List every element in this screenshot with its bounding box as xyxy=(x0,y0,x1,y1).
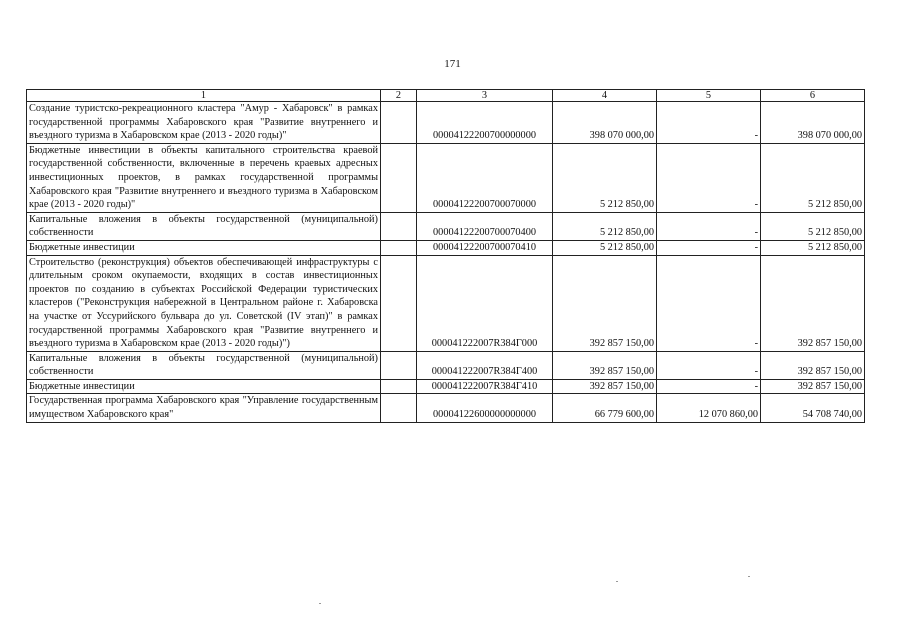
table-row xyxy=(27,143,865,212)
row-col4: 66 779 600,00 xyxy=(553,394,657,422)
row-col5: - xyxy=(657,102,761,144)
row-code: 00004122600000000000 xyxy=(417,394,553,422)
row-name: Капитальные вложения в объекты государственной (муниципальной) собственности xyxy=(27,351,381,379)
table-row xyxy=(27,394,865,422)
row-col2 xyxy=(381,255,417,351)
row-name: Бюджетные инвестиции xyxy=(27,379,381,394)
row-name: Государственная программа Хабаровского края "Управление государственным имуществом Хабаровского края" xyxy=(27,394,381,422)
row-code: 000041222007R384Г000 xyxy=(417,255,553,351)
row-col4: 398 070 000,00 xyxy=(553,102,657,144)
row-col2 xyxy=(381,394,417,422)
row-col6: 5 212 850,00 xyxy=(761,143,865,212)
column-header: 2 xyxy=(381,90,417,102)
row-col6: 5 212 850,00 xyxy=(761,212,865,240)
row-name: Строительство (реконструкция) объектов обеспечивающей инфраструктуры с длительным сроком окупаемости, входящих в состав инвестиционных проектов по созданию в субъектах Российской Федерации туристических кластеров ("Реконструкция набережной в Центральном районе г. Хабаровска на участке от Уссурийского бульвара до ул. Советской (IV этап)" в рамках государственной программы Хабаровского края "Развитие внутреннего и въездного туризма в Хабаровском крае (2013 - 2020 годы)") xyxy=(27,255,381,351)
row-col2 xyxy=(381,379,417,394)
table-row xyxy=(27,102,865,144)
page-number: 171 xyxy=(444,58,461,70)
row-col5: - xyxy=(657,143,761,212)
row-col6: 5 212 850,00 xyxy=(761,240,865,255)
row-code: 00004122200700070400 xyxy=(417,212,553,240)
scan-speck xyxy=(616,581,618,582)
row-col6: 392 857 150,00 xyxy=(761,351,865,379)
column-header: 5 xyxy=(657,90,761,102)
row-col6: 392 857 150,00 xyxy=(761,255,865,351)
scan-speck xyxy=(748,576,750,577)
row-code: 00004122200700070000 xyxy=(417,143,553,212)
table-row xyxy=(27,351,865,379)
column-header: 6 xyxy=(761,90,865,102)
row-code: 000041222007R384Г400 xyxy=(417,351,553,379)
row-name: Бюджетные инвестиции xyxy=(27,240,381,255)
row-col5: 12 070 860,00 xyxy=(657,394,761,422)
row-col4: 5 212 850,00 xyxy=(553,143,657,212)
scan-speck xyxy=(319,603,321,604)
header-row xyxy=(27,90,865,102)
row-col6: 398 070 000,00 xyxy=(761,102,865,144)
row-col5: - xyxy=(657,255,761,351)
row-col2 xyxy=(381,240,417,255)
column-header: 4 xyxy=(553,90,657,102)
row-col6: 392 857 150,00 xyxy=(761,379,865,394)
table-row xyxy=(27,379,865,394)
budget-table xyxy=(26,89,865,423)
row-name: Капитальные вложения в объекты государственной (муниципальной) собственности xyxy=(27,212,381,240)
row-col5: - xyxy=(657,212,761,240)
table-row xyxy=(27,255,865,351)
column-header: 3 xyxy=(417,90,553,102)
row-name: Бюджетные инвестиции в объекты капитального строительства краевой государственной собственности, включенные в перечень краевых адресных инвестиционных проектов, в рамках государственной программы Хабаровского края "Развитие внутреннего и въездного туризма в Хабаровском крае (2013 - 2020 годы)" xyxy=(27,143,381,212)
row-col4: 392 857 150,00 xyxy=(553,351,657,379)
row-col6: 54 708 740,00 xyxy=(761,394,865,422)
row-code: 000041222007R384Г410 xyxy=(417,379,553,394)
row-name: Создание туристско-рекреационного кластера "Амур - Хабаровск" в рамках государственной программы Хабаровского края "Развитие внутреннего и въездного туризма в Хабаровском крае (2013 - 2020 годы)" xyxy=(27,102,381,144)
row-col5: - xyxy=(657,379,761,394)
row-col4: 392 857 150,00 xyxy=(553,255,657,351)
table-row xyxy=(27,240,865,255)
row-col5: - xyxy=(657,240,761,255)
row-col2 xyxy=(381,212,417,240)
row-col4: 5 212 850,00 xyxy=(553,212,657,240)
column-header: 1 xyxy=(27,90,381,102)
row-code: 00004122200700000000 xyxy=(417,102,553,144)
row-col2 xyxy=(381,351,417,379)
row-col2 xyxy=(381,143,417,212)
row-code: 00004122200700070410 xyxy=(417,240,553,255)
row-col4: 5 212 850,00 xyxy=(553,240,657,255)
row-col5: - xyxy=(657,351,761,379)
table-row xyxy=(27,212,865,240)
row-col2 xyxy=(381,102,417,144)
row-col4: 392 857 150,00 xyxy=(553,379,657,394)
